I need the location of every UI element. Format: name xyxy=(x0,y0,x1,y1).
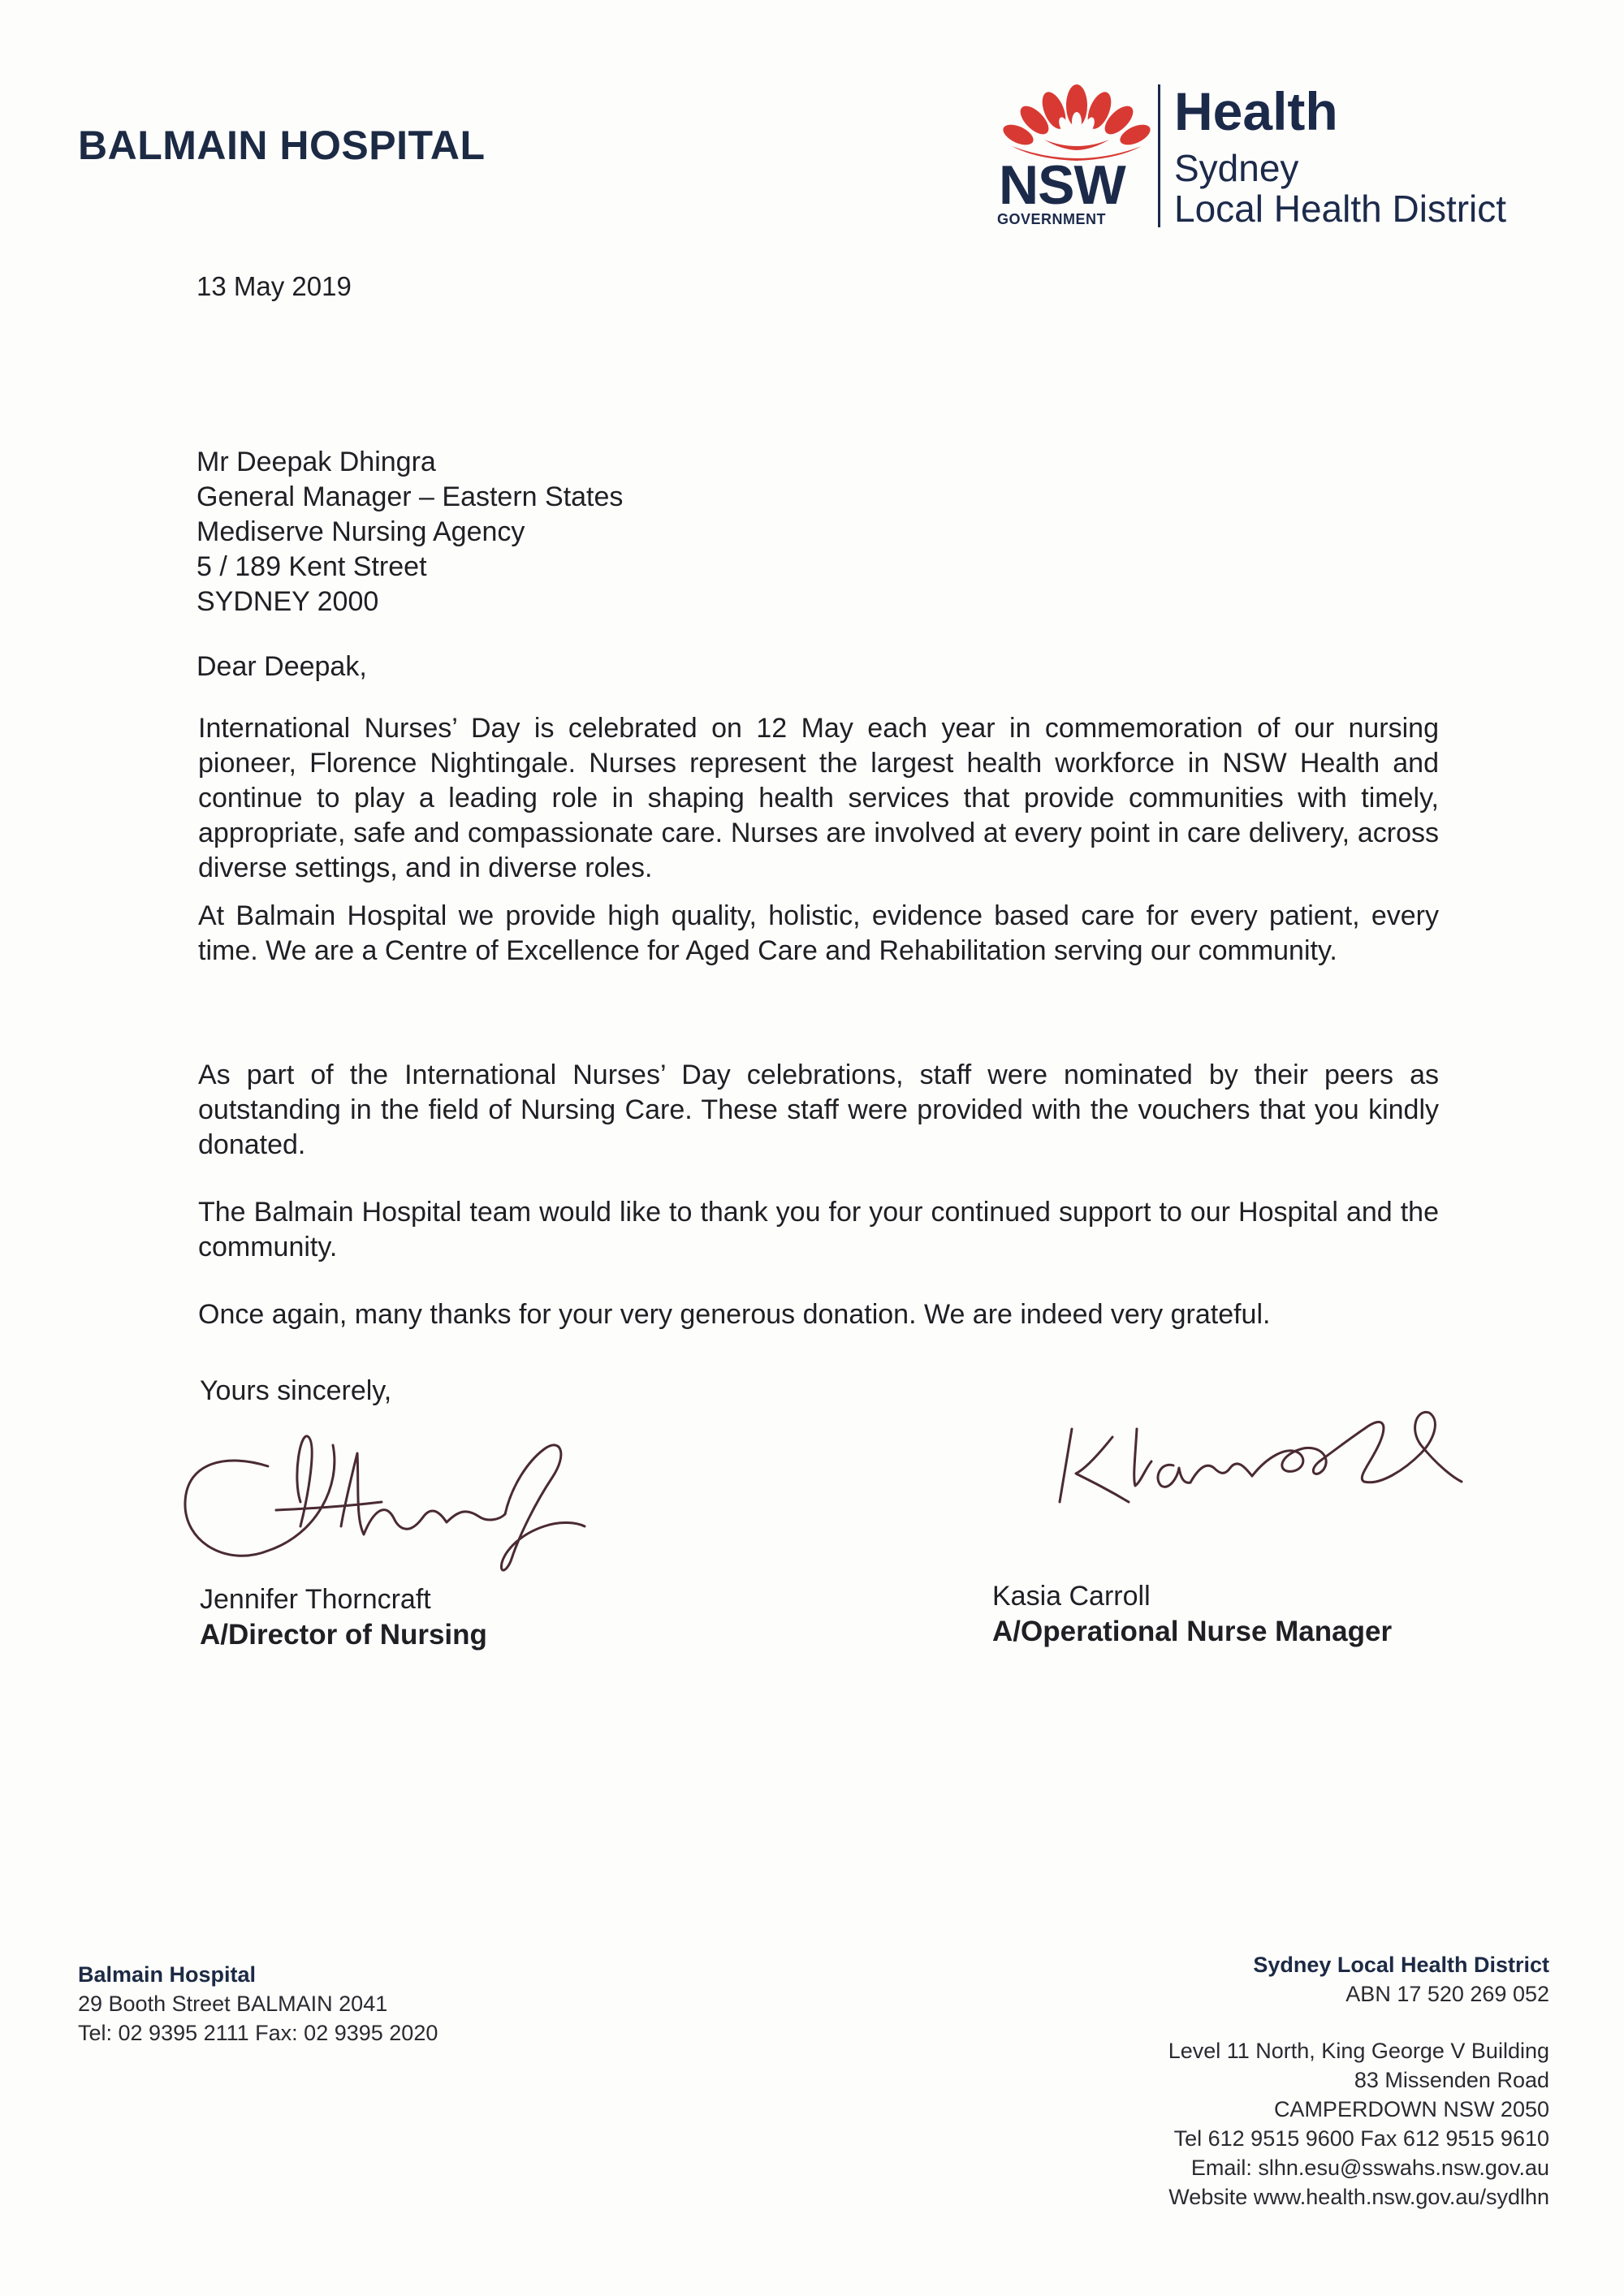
footer-hospital-contact xyxy=(78,1960,438,2048)
signature-kasia-carroll xyxy=(1039,1380,1478,1526)
logo-government-text: GOVERNMENT xyxy=(997,211,1107,227)
footer-hospital-address: 29 Booth Street BALMAIN 2041 xyxy=(78,1992,388,2016)
footer-district-website: Website www.health.nsw.gov.au/sydlhn xyxy=(1168,2185,1549,2209)
recipient-street: 5 / 189 Kent Street xyxy=(197,551,427,582)
logo-sydney-text: Sydney xyxy=(1174,147,1299,189)
waratah-flower-icon xyxy=(996,75,1158,164)
logo-district-text: Local Health District xyxy=(1174,188,1507,230)
footer-district-abn: ABN 17 520 269 052 xyxy=(1345,1982,1549,2006)
letter-date: 13 May 2019 xyxy=(197,271,352,301)
recipient-position: General Manager – Eastern States xyxy=(197,481,624,512)
logo-nsw-text: NSW xyxy=(999,154,1125,216)
recipient-address-block xyxy=(197,445,623,619)
footer-district-name: Sydney Local Health District xyxy=(1253,1953,1549,1977)
hospital-name-heading: BALMAIN HOSPITAL xyxy=(78,123,486,168)
recipient-name: Mr Deepak Dhingra xyxy=(197,447,436,477)
salutation: Dear Deepak, xyxy=(197,651,367,682)
closing-remark: Yours sincerely, xyxy=(200,1375,392,1406)
signatory-block-2 xyxy=(992,1578,1392,1650)
signature-jennifer-thorncraft xyxy=(179,1413,650,1591)
logo-health-text: Health xyxy=(1174,81,1338,141)
footer-hospital-phone: Tel: 02 9395 2111 Fax: 02 9395 2020 xyxy=(78,2021,438,2045)
body-paragraph-4: The Balmain Hospital team would like to thank you for your continued support to our Hospital and the community. xyxy=(198,1197,1439,1262)
signatory-block-1 xyxy=(200,1582,487,1653)
body-paragraph-1: International Nurses’ Day is celebrated on 12 May each year in commemoration of our nursing pioneer, Florence Nightingale. Nurses represent the largest health workforce in NSW Health and continue to play a leading role in shaping health services that provide communities with timely, appropriate, safe and compassionate care. Nurses are involved at every point in care delivery, across diverse settings, and in diverse roles. xyxy=(198,713,1439,883)
body-paragraph-5: Once again, many thanks for your very generous donation. We are indeed very grateful. xyxy=(198,1299,1271,1330)
footer-district-address-2: 83 Missenden Road xyxy=(1354,2068,1549,2092)
recipient-organisation: Mediserve Nursing Agency xyxy=(197,516,525,547)
footer-district-address-1: Level 11 North, King George V Building xyxy=(1168,2039,1549,2063)
signatory-name: Kasia Carroll xyxy=(992,1581,1151,1612)
footer-district-contact xyxy=(1168,1950,1549,2212)
nsw-health-logo xyxy=(992,75,1577,237)
body-paragraph-2: At Balmain Hospital we provide high quality, holistic, evidence based care for every patient, every time. We are a Centre of Excellence for Aged Care and Rehabilitation serving our community. xyxy=(198,900,1439,966)
footer-district-address-3: CAMPERDOWN NSW 2050 xyxy=(1273,2097,1549,2121)
signatory-name: Jennifer Thorncraft xyxy=(200,1584,431,1615)
footer-district-phone: Tel 612 9515 9600 Fax 612 9515 9610 xyxy=(1173,2126,1549,2151)
footer-hospital-name: Balmain Hospital xyxy=(78,1962,257,1987)
logo-divider xyxy=(1158,84,1160,227)
signatory-title: A/Director of Nursing xyxy=(200,1619,487,1651)
signatory-title: A/Operational Nurse Manager xyxy=(992,1616,1393,1647)
recipient-city: SYDNEY 2000 xyxy=(197,586,379,617)
footer-district-email: Email: slhn.esu@sswahs.nsw.gov.au xyxy=(1190,2156,1549,2180)
body-paragraph-3: As part of the International Nurses’ Day celebrations, staff were nominated by their peers as outstanding in the field of Nursing Care. These staff were provided with the vouchers that you kindly donated. xyxy=(198,1060,1439,1160)
